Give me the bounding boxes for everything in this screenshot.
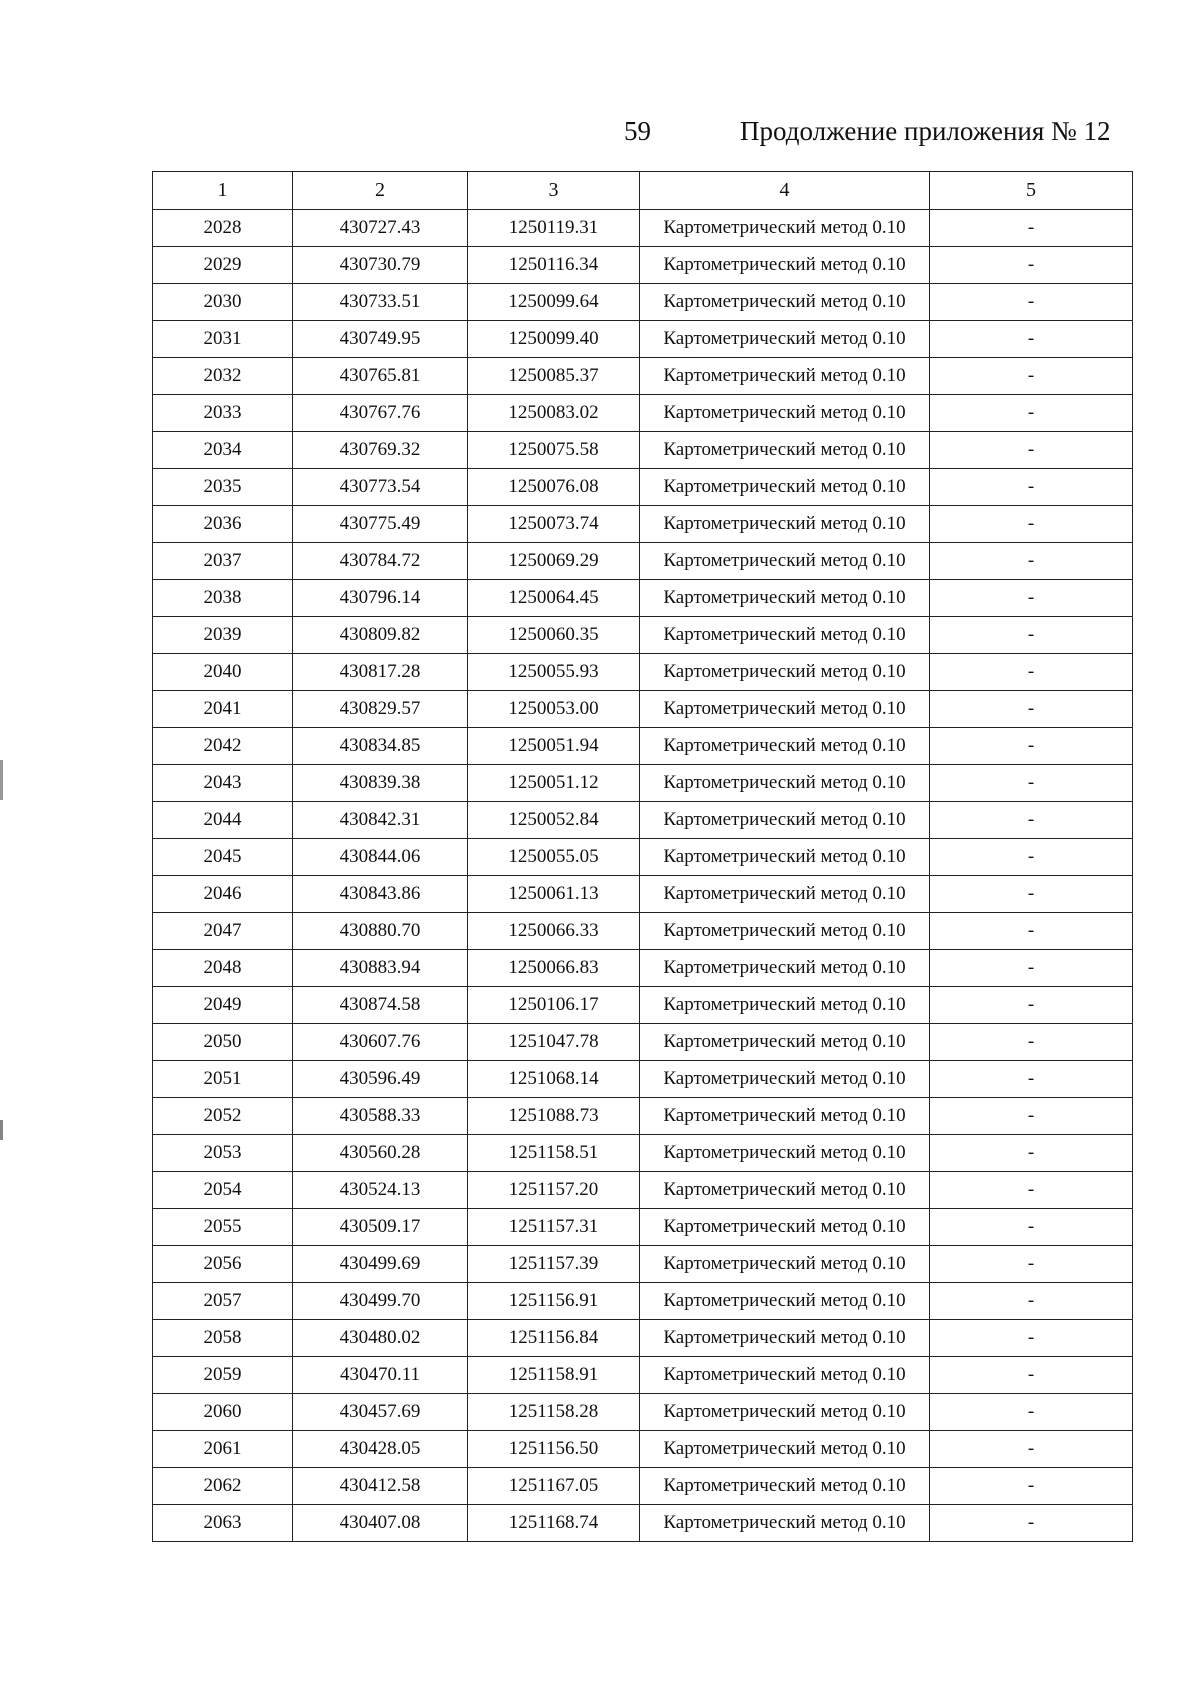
- table-row: [153, 1209, 1133, 1246]
- y-coordinate-cell: 1251157.31: [468, 1209, 640, 1246]
- table-row: [153, 1431, 1133, 1468]
- y-coordinate-cell: 1251156.50: [468, 1431, 640, 1468]
- table-row: [153, 506, 1133, 543]
- x-coordinate-cell: 430499.70: [293, 1283, 468, 1320]
- y-coordinate-cell: 1251157.20: [468, 1172, 640, 1209]
- note-cell: -: [930, 765, 1133, 802]
- x-coordinate-cell: 430843.86: [293, 876, 468, 913]
- table-row: [153, 432, 1133, 469]
- y-coordinate-cell: 1250099.40: [468, 321, 640, 358]
- point-number-cell: 2028: [153, 210, 293, 247]
- x-coordinate-cell: 430524.13: [293, 1172, 468, 1209]
- method-cell: Картометрический метод 0.10: [640, 1098, 930, 1135]
- x-coordinate-cell: 430773.54: [293, 469, 468, 506]
- point-number-cell: 2038: [153, 580, 293, 617]
- note-cell: -: [930, 358, 1133, 395]
- point-number-cell: 2052: [153, 1098, 293, 1135]
- column-header-2: 2: [293, 172, 468, 210]
- y-coordinate-cell: 1250116.34: [468, 247, 640, 284]
- column-header-1: 1: [153, 172, 293, 210]
- x-coordinate-cell: 430412.58: [293, 1468, 468, 1505]
- note-cell: -: [930, 1505, 1133, 1542]
- method-cell: Картометрический метод 0.10: [640, 617, 930, 654]
- table-row: [153, 543, 1133, 580]
- table-row: [153, 1283, 1133, 1320]
- point-number-cell: 2047: [153, 913, 293, 950]
- note-cell: -: [930, 506, 1133, 543]
- note-cell: -: [930, 1061, 1133, 1098]
- note-cell: -: [930, 913, 1133, 950]
- note-cell: -: [930, 469, 1133, 506]
- x-coordinate-cell: 430883.94: [293, 950, 468, 987]
- method-cell: Картометрический метод 0.10: [640, 1283, 930, 1320]
- method-cell: Картометрический метод 0.10: [640, 950, 930, 987]
- note-cell: -: [930, 617, 1133, 654]
- table-row: [153, 765, 1133, 802]
- x-coordinate-cell: 430842.31: [293, 802, 468, 839]
- method-cell: Картометрический метод 0.10: [640, 358, 930, 395]
- column-header-5: 5: [930, 172, 1133, 210]
- method-cell: Картометрический метод 0.10: [640, 1431, 930, 1468]
- table-row: [153, 1061, 1133, 1098]
- y-coordinate-cell: 1250055.93: [468, 654, 640, 691]
- note-cell: -: [930, 950, 1133, 987]
- x-coordinate-cell: 430470.11: [293, 1357, 468, 1394]
- x-coordinate-cell: 430733.51: [293, 284, 468, 321]
- point-number-cell: 2050: [153, 1024, 293, 1061]
- point-number-cell: 2056: [153, 1246, 293, 1283]
- y-coordinate-cell: 1251157.39: [468, 1246, 640, 1283]
- y-coordinate-cell: 1251068.14: [468, 1061, 640, 1098]
- method-cell: Картометрический метод 0.10: [640, 654, 930, 691]
- x-coordinate-cell: 430767.76: [293, 395, 468, 432]
- method-cell: Картометрический метод 0.10: [640, 395, 930, 432]
- coordinates-table: [152, 171, 1133, 1542]
- point-number-cell: 2062: [153, 1468, 293, 1505]
- note-cell: -: [930, 1172, 1133, 1209]
- table-header-row: [153, 172, 1133, 210]
- table-row: [153, 210, 1133, 247]
- table-row: [153, 1098, 1133, 1135]
- method-cell: Картометрический метод 0.10: [640, 839, 930, 876]
- x-coordinate-cell: 430727.43: [293, 210, 468, 247]
- table-row: [153, 580, 1133, 617]
- x-coordinate-cell: 430844.06: [293, 839, 468, 876]
- note-cell: -: [930, 1320, 1133, 1357]
- method-cell: Картометрический метод 0.10: [640, 1172, 930, 1209]
- point-number-cell: 2031: [153, 321, 293, 358]
- x-coordinate-cell: 430457.69: [293, 1394, 468, 1431]
- point-number-cell: 2035: [153, 469, 293, 506]
- point-number-cell: 2046: [153, 876, 293, 913]
- table-row: [153, 1172, 1133, 1209]
- note-cell: -: [930, 1098, 1133, 1135]
- table-row: [153, 1320, 1133, 1357]
- note-cell: -: [930, 1209, 1133, 1246]
- note-cell: -: [930, 247, 1133, 284]
- point-number-cell: 2061: [153, 1431, 293, 1468]
- table-body: [153, 210, 1133, 1542]
- point-number-cell: 2037: [153, 543, 293, 580]
- method-cell: Картометрический метод 0.10: [640, 1061, 930, 1098]
- x-coordinate-cell: 430784.72: [293, 543, 468, 580]
- point-number-cell: 2058: [153, 1320, 293, 1357]
- y-coordinate-cell: 1250051.12: [468, 765, 640, 802]
- table-row: [153, 839, 1133, 876]
- method-cell: Картометрический метод 0.10: [640, 1246, 930, 1283]
- point-number-cell: 2034: [153, 432, 293, 469]
- point-number-cell: 2048: [153, 950, 293, 987]
- table-row: [153, 691, 1133, 728]
- x-coordinate-cell: 430509.17: [293, 1209, 468, 1246]
- note-cell: -: [930, 580, 1133, 617]
- table-row: [153, 654, 1133, 691]
- method-cell: Картометрический метод 0.10: [640, 913, 930, 950]
- table-row: [153, 1357, 1133, 1394]
- note-cell: -: [930, 543, 1133, 580]
- point-number-cell: 2053: [153, 1135, 293, 1172]
- table-row: [153, 395, 1133, 432]
- y-coordinate-cell: 1250106.17: [468, 987, 640, 1024]
- x-coordinate-cell: 430560.28: [293, 1135, 468, 1172]
- point-number-cell: 2059: [153, 1357, 293, 1394]
- y-coordinate-cell: 1251168.74: [468, 1505, 640, 1542]
- y-coordinate-cell: 1250060.35: [468, 617, 640, 654]
- method-cell: Картометрический метод 0.10: [640, 765, 930, 802]
- method-cell: Картометрический метод 0.10: [640, 469, 930, 506]
- note-cell: -: [930, 1431, 1133, 1468]
- method-cell: Картометрический метод 0.10: [640, 1468, 930, 1505]
- note-cell: -: [930, 1357, 1133, 1394]
- method-cell: Картометрический метод 0.10: [640, 1135, 930, 1172]
- x-coordinate-cell: 430588.33: [293, 1098, 468, 1135]
- point-number-cell: 2033: [153, 395, 293, 432]
- method-cell: Картометрический метод 0.10: [640, 580, 930, 617]
- method-cell: Картометрический метод 0.10: [640, 1505, 930, 1542]
- table-row: [153, 1468, 1133, 1505]
- table-row: [153, 987, 1133, 1024]
- x-coordinate-cell: 430596.49: [293, 1061, 468, 1098]
- x-coordinate-cell: 430407.08: [293, 1505, 468, 1542]
- method-cell: Картометрический метод 0.10: [640, 728, 930, 765]
- point-number-cell: 2036: [153, 506, 293, 543]
- y-coordinate-cell: 1251156.91: [468, 1283, 640, 1320]
- point-number-cell: 2051: [153, 1061, 293, 1098]
- y-coordinate-cell: 1250085.37: [468, 358, 640, 395]
- method-cell: Картометрический метод 0.10: [640, 284, 930, 321]
- method-cell: Картометрический метод 0.10: [640, 1320, 930, 1357]
- note-cell: -: [930, 728, 1133, 765]
- note-cell: -: [930, 691, 1133, 728]
- note-cell: -: [930, 1283, 1133, 1320]
- method-cell: Картометрический метод 0.10: [640, 1394, 930, 1431]
- table-row: [153, 728, 1133, 765]
- note-cell: -: [930, 987, 1133, 1024]
- x-coordinate-cell: 430499.69: [293, 1246, 468, 1283]
- y-coordinate-cell: 1250099.64: [468, 284, 640, 321]
- table-row: [153, 617, 1133, 654]
- y-coordinate-cell: 1250069.29: [468, 543, 640, 580]
- note-cell: -: [930, 654, 1133, 691]
- table-row: [153, 950, 1133, 987]
- x-coordinate-cell: 430874.58: [293, 987, 468, 1024]
- point-number-cell: 2057: [153, 1283, 293, 1320]
- table-row: [153, 469, 1133, 506]
- note-cell: -: [930, 839, 1133, 876]
- y-coordinate-cell: 1250052.84: [468, 802, 640, 839]
- method-cell: Картометрический метод 0.10: [640, 987, 930, 1024]
- table-row: [153, 1394, 1133, 1431]
- table-row: [153, 913, 1133, 950]
- y-coordinate-cell: 1250061.13: [468, 876, 640, 913]
- note-cell: -: [930, 395, 1133, 432]
- note-cell: -: [930, 802, 1133, 839]
- y-coordinate-cell: 1251156.84: [468, 1320, 640, 1357]
- method-cell: Картометрический метод 0.10: [640, 543, 930, 580]
- y-coordinate-cell: 1250066.83: [468, 950, 640, 987]
- note-cell: -: [930, 1135, 1133, 1172]
- x-coordinate-cell: 430765.81: [293, 358, 468, 395]
- table-row: [153, 1505, 1133, 1542]
- table-row: [153, 876, 1133, 913]
- point-number-cell: 2030: [153, 284, 293, 321]
- page-number: 59: [624, 116, 651, 146]
- x-coordinate-cell: 430796.14: [293, 580, 468, 617]
- y-coordinate-cell: 1250053.00: [468, 691, 640, 728]
- y-coordinate-cell: 1251158.91: [468, 1357, 640, 1394]
- x-coordinate-cell: 430834.85: [293, 728, 468, 765]
- point-number-cell: 2055: [153, 1209, 293, 1246]
- method-cell: Картометрический метод 0.10: [640, 210, 930, 247]
- y-coordinate-cell: 1250119.31: [468, 210, 640, 247]
- x-coordinate-cell: 430749.95: [293, 321, 468, 358]
- x-coordinate-cell: 430480.02: [293, 1320, 468, 1357]
- y-coordinate-cell: 1250051.94: [468, 728, 640, 765]
- column-header-4: 4: [640, 172, 930, 210]
- method-cell: Картометрический метод 0.10: [640, 1209, 930, 1246]
- y-coordinate-cell: 1251158.28: [468, 1394, 640, 1431]
- method-cell: Картометрический метод 0.10: [640, 506, 930, 543]
- method-cell: Картометрический метод 0.10: [640, 1357, 930, 1394]
- table-row: [153, 1024, 1133, 1061]
- note-cell: -: [930, 210, 1133, 247]
- point-number-cell: 2049: [153, 987, 293, 1024]
- method-cell: Картометрический метод 0.10: [640, 1024, 930, 1061]
- x-coordinate-cell: 430607.76: [293, 1024, 468, 1061]
- y-coordinate-cell: 1250073.74: [468, 506, 640, 543]
- x-coordinate-cell: 430829.57: [293, 691, 468, 728]
- method-cell: Картометрический метод 0.10: [640, 802, 930, 839]
- x-coordinate-cell: 430730.79: [293, 247, 468, 284]
- point-number-cell: 2043: [153, 765, 293, 802]
- method-cell: Картометрический метод 0.10: [640, 432, 930, 469]
- point-number-cell: 2042: [153, 728, 293, 765]
- note-cell: -: [930, 284, 1133, 321]
- y-coordinate-cell: 1250055.05: [468, 839, 640, 876]
- y-coordinate-cell: 1251158.51: [468, 1135, 640, 1172]
- page-header: [0, 108, 1200, 148]
- y-coordinate-cell: 1251088.73: [468, 1098, 640, 1135]
- y-coordinate-cell: 1250083.02: [468, 395, 640, 432]
- note-cell: -: [930, 432, 1133, 469]
- x-coordinate-cell: 430880.70: [293, 913, 468, 950]
- y-coordinate-cell: 1250075.58: [468, 432, 640, 469]
- note-cell: -: [930, 876, 1133, 913]
- table-row: [153, 802, 1133, 839]
- method-cell: Картометрический метод 0.10: [640, 691, 930, 728]
- point-number-cell: 2063: [153, 1505, 293, 1542]
- continuation-title: Продолжение приложения № 12: [740, 116, 1111, 146]
- point-number-cell: 2054: [153, 1172, 293, 1209]
- note-cell: -: [930, 1246, 1133, 1283]
- table-row: [153, 1135, 1133, 1172]
- y-coordinate-cell: 1250066.33: [468, 913, 640, 950]
- point-number-cell: 2032: [153, 358, 293, 395]
- x-coordinate-cell: 430769.32: [293, 432, 468, 469]
- method-cell: Картометрический метод 0.10: [640, 876, 930, 913]
- method-cell: Картометрический метод 0.10: [640, 321, 930, 358]
- x-coordinate-cell: 430428.05: [293, 1431, 468, 1468]
- point-number-cell: 2029: [153, 247, 293, 284]
- point-number-cell: 2044: [153, 802, 293, 839]
- y-coordinate-cell: 1251047.78: [468, 1024, 640, 1061]
- point-number-cell: 2060: [153, 1394, 293, 1431]
- scan-edge-mark: [0, 760, 3, 800]
- x-coordinate-cell: 430775.49: [293, 506, 468, 543]
- point-number-cell: 2045: [153, 839, 293, 876]
- x-coordinate-cell: 430839.38: [293, 765, 468, 802]
- y-coordinate-cell: 1250064.45: [468, 580, 640, 617]
- table-row: [153, 284, 1133, 321]
- table-row: [153, 358, 1133, 395]
- point-number-cell: 2040: [153, 654, 293, 691]
- note-cell: -: [930, 321, 1133, 358]
- note-cell: -: [930, 1394, 1133, 1431]
- point-number-cell: 2039: [153, 617, 293, 654]
- table-row: [153, 247, 1133, 284]
- scan-edge-mark: [0, 1120, 3, 1140]
- note-cell: -: [930, 1024, 1133, 1061]
- method-cell: Картометрический метод 0.10: [640, 247, 930, 284]
- x-coordinate-cell: 430817.28: [293, 654, 468, 691]
- y-coordinate-cell: 1251167.05: [468, 1468, 640, 1505]
- point-number-cell: 2041: [153, 691, 293, 728]
- table-row: [153, 1246, 1133, 1283]
- y-coordinate-cell: 1250076.08: [468, 469, 640, 506]
- x-coordinate-cell: 430809.82: [293, 617, 468, 654]
- table-row: [153, 321, 1133, 358]
- note-cell: -: [930, 1468, 1133, 1505]
- column-header-3: 3: [468, 172, 640, 210]
